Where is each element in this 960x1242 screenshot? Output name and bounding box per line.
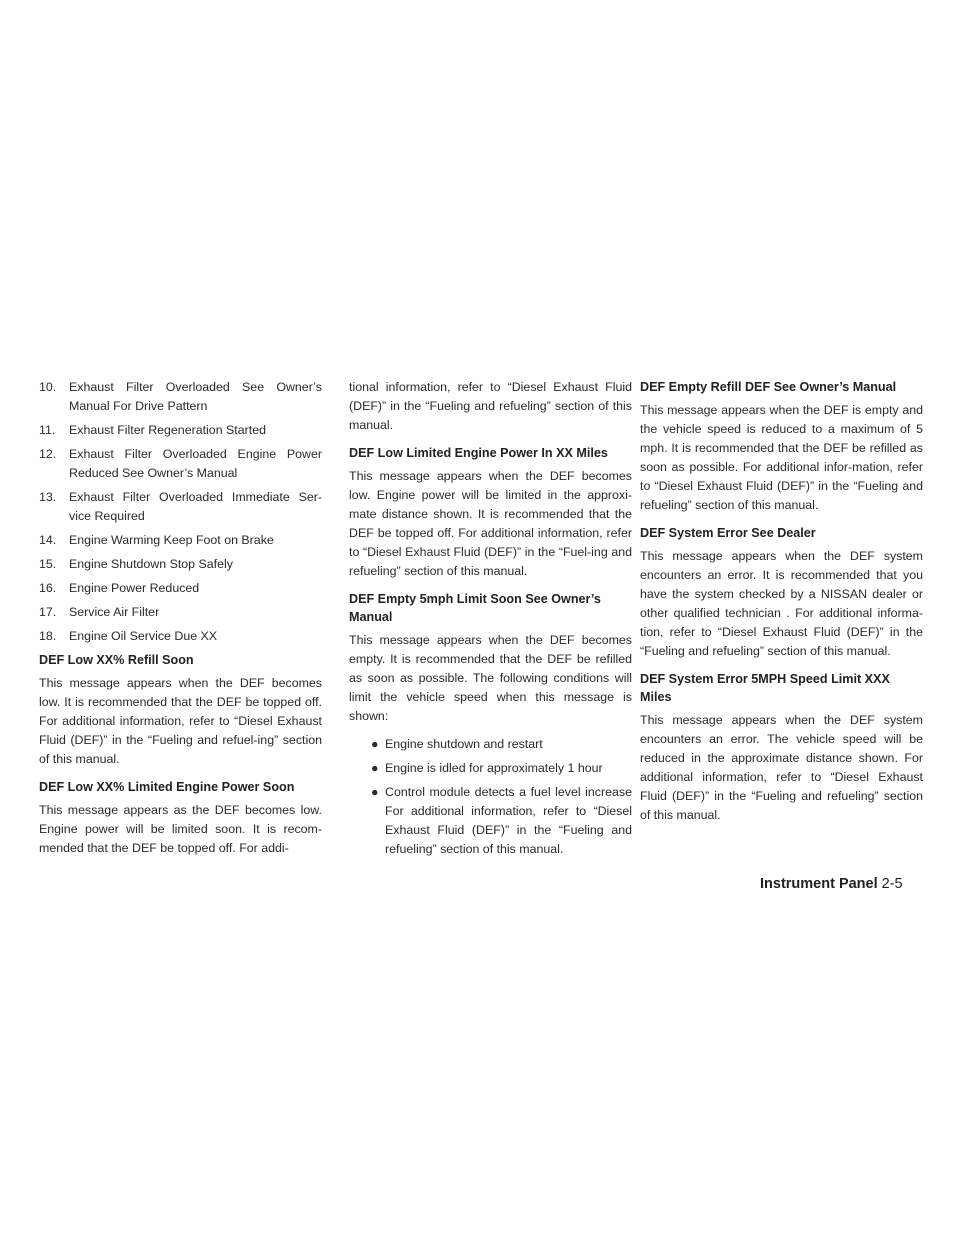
condition-list: [349, 735, 632, 859]
section-heading: DEF Low XX% Limited Engine Power Soon: [39, 780, 295, 794]
list-item: [39, 445, 322, 483]
section-paragraph: This message appears as the DEF becomes low. Engine power will be limited soon. It is recom-mended that the DEF be topped off. For addi-: [39, 803, 322, 855]
column-right: [640, 378, 923, 834]
bullet-item: [349, 735, 632, 754]
bullet-item: [349, 783, 632, 859]
item-number: 13.: [39, 490, 57, 504]
item-number: 11.: [39, 423, 56, 437]
item-number: 14.: [39, 533, 57, 547]
item-text: Exhaust Filter Overloaded Immediate Ser-vice Required: [69, 490, 322, 523]
section-paragraph: This message appears when the DEF becomes low. It is recommended that the DEF be topped off. For additional information, refer to “Diesel Exhaust Fluid (DEF)” in the “Fueling and refuel-ing” section of this manual.: [39, 676, 322, 766]
list-item: [39, 579, 322, 598]
item-text: Exhaust Filter Regeneration Started: [69, 423, 266, 437]
page-footer: [760, 876, 903, 892]
continued-paragraph: tional information, refer to “Diesel Exhaust Fluid (DEF)” in the “Fueling and refueling” section of this manual.: [349, 380, 632, 432]
section-paragraph: This message appears when the DEF becomes low. Engine power will be limited in the approxi-mate distance shown. It is recommended that the DEF be topped off. For additional information, refer to “Diesel Exhaust Fluid (DEF)” in the “Fuel-ing and refueling” section of this manual.: [349, 469, 632, 578]
section-heading: DEF System Error See Dealer: [640, 526, 816, 540]
page-number: 2-5: [881, 876, 903, 892]
list-item: [39, 531, 322, 550]
section-paragraph: This message appears when the DEF system encounters an error. It is recommended that you have the system checked by a NISSAN dealer or other qualified technician . For additional informa-tion, refer to “Diesel Exhaust Fluid (DEF)” in the “Fueling and refueling” section of this manual.: [640, 549, 923, 658]
bullet-icon: ●: [371, 761, 379, 775]
column-left: [39, 378, 322, 867]
item-number: 12.: [39, 447, 57, 461]
bullet-item: [349, 759, 632, 778]
section-heading: DEF System Error 5MPH Speed Limit XXX Miles: [640, 672, 890, 704]
section-heading: DEF Empty Refill DEF See Owner’s Manual: [640, 380, 897, 394]
list-item: [39, 378, 322, 416]
list-item: [39, 421, 322, 440]
list-item: [39, 603, 322, 622]
section-paragraph: This message appears when the DEF system encounters an error. The vehicle speed will be reduced in the approximate distance shown. For additional information, refer to “Diesel Exhaust Fluid (DEF)” in the “Fueling and refueling” section of this manual.: [640, 713, 923, 822]
bullet-text: Engine shutdown and restart: [385, 737, 543, 751]
section-paragraph: This message appears when the DEF is empty and the vehicle speed is reduced to a maximum of 5 mph. It is recommended that the DEF be refilled as soon as possible. For additional infor-mation, refer to “Diesel Exhaust Fluid (DEF)” in the “Fueling and refueling” section of this manual.: [640, 403, 923, 512]
item-number: 18.: [39, 629, 57, 643]
item-text: Engine Shutdown Stop Safely: [69, 557, 233, 571]
item-text: Engine Power Reduced: [69, 581, 200, 595]
item-number: 17.: [39, 605, 57, 619]
item-text: Service Air Filter: [69, 605, 160, 619]
item-text: Engine Oil Service Due XX: [69, 629, 218, 643]
bullet-text: Engine is idled for approximately 1 hour: [385, 761, 603, 775]
list-item: [39, 555, 322, 574]
section-heading: DEF Empty 5mph Limit Soon See Owner’s Manual: [349, 592, 601, 624]
item-number: 16.: [39, 581, 57, 595]
bullet-icon: ●: [371, 785, 379, 799]
list-item: [39, 488, 322, 526]
section-heading: DEF Low Limited Engine Power In XX Miles: [349, 446, 608, 460]
section-paragraph: This message appears when the DEF becomes empty. It is recommended that the DEF be refilled as soon as possible. The following conditions will limit the vehicle speed when this message is shown:: [349, 633, 632, 723]
footer-section-title: Instrument Panel: [760, 876, 878, 892]
section-heading: DEF Low XX% Refill Soon: [39, 653, 194, 667]
column-middle: [349, 378, 632, 864]
item-text: Exhaust Filter Overloaded Engine Power Reduced See Owner’s Manual: [69, 447, 322, 480]
item-number: 15.: [39, 557, 57, 571]
bullet-text: Control module detects a fuel level increase For additional information, refer to “Diesel Exhaust Fluid (DEF)” in the “Fueling and refueling” section of this manual.: [385, 785, 632, 856]
item-number: 10.: [39, 380, 57, 394]
bullet-icon: ●: [371, 737, 379, 751]
item-text: Exhaust Filter Overloaded See Owner’s Manual For Drive Pattern: [69, 380, 322, 413]
item-text: Engine Warming Keep Foot on Brake: [69, 533, 274, 547]
list-item: [39, 627, 322, 646]
